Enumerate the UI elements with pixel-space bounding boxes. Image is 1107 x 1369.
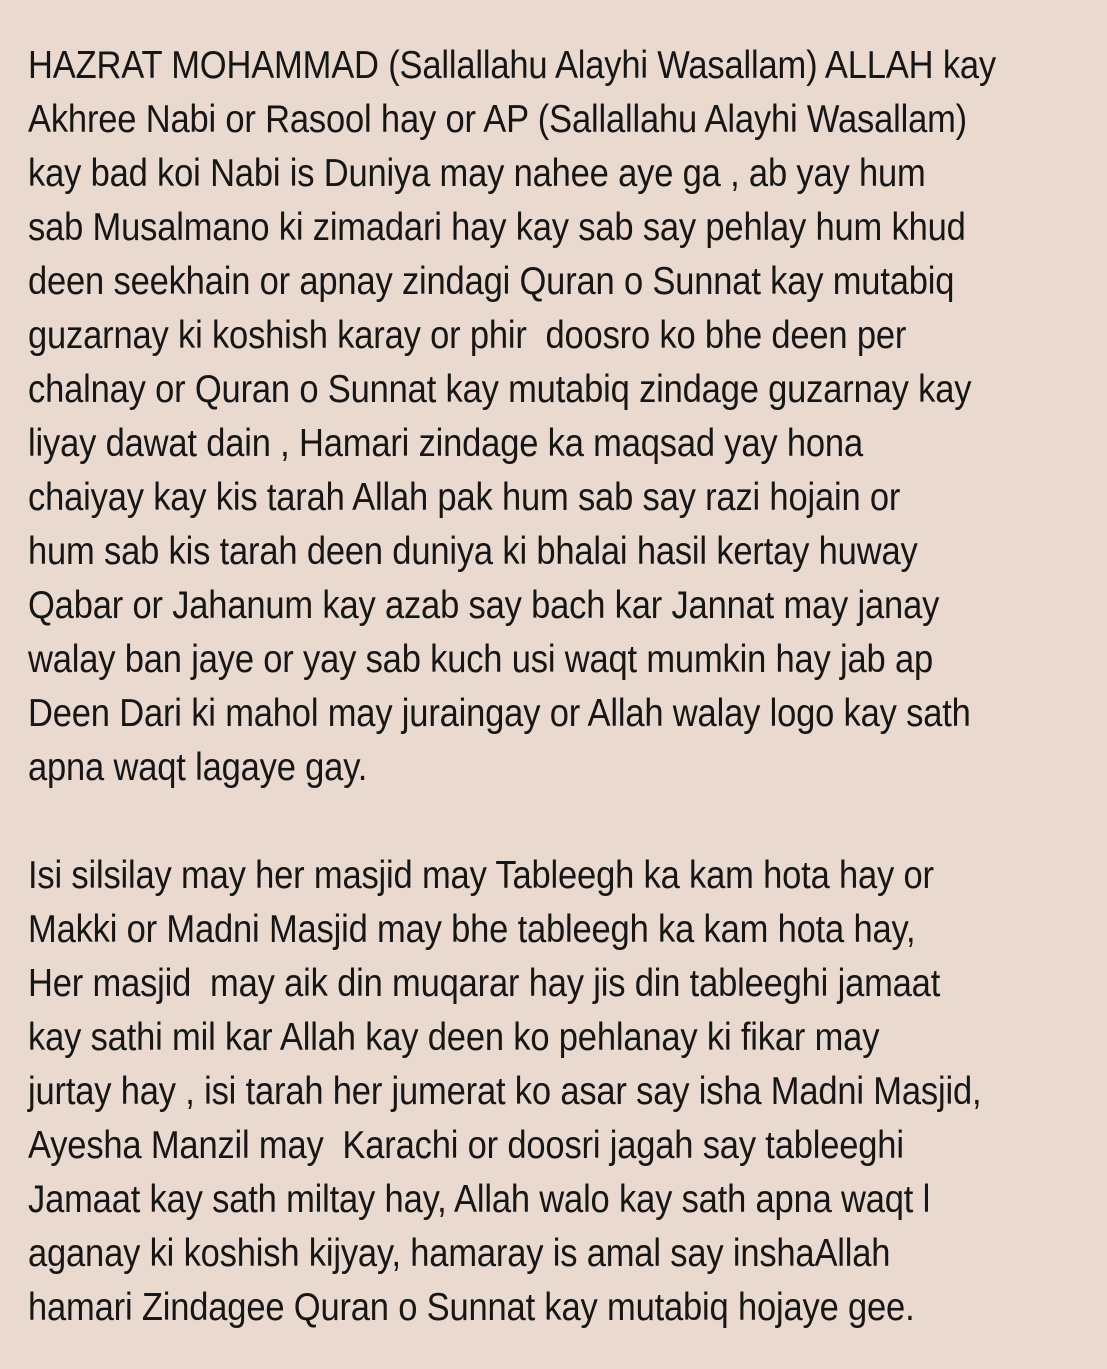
document-body [28, 39, 997, 1335]
text-line: aganay ki koshish kijyay, hamaray is amal say inshaAllah [28, 1232, 891, 1275]
text-line: sab Musalmano ki zimadari hay kay sab say pehlay hum khud [28, 206, 966, 249]
paragraph-1 [28, 39, 997, 795]
text-line: jurtay hay , isi tarah her jumerat ko asar say isha Madni Masjid, [28, 1070, 982, 1113]
text-line: apna waqt lagaye gay. [28, 746, 368, 789]
text-line: guzarnay ki koshish karay or phir doosro ko bhe deen per [28, 314, 907, 357]
text-line: liyay dawat dain , Hamari zindage ka maqsad yay hona [28, 422, 863, 465]
text-line: kay bad koi Nabi is Duniya may nahee aye ga , ab yay hum [28, 152, 926, 195]
text-line: Deen Dari ki mahol may juraingay or Allah walay logo kay sath [28, 692, 971, 735]
text-line: Ayesha Manzil may Karachi or doosri jagah say tableeghi [28, 1124, 904, 1167]
text-line: deen seekhain or apnay zindagi Quran o Sunnat kay mutabiq [28, 260, 955, 303]
text-line: kay sathi mil kar Allah kay deen ko pehlanay ki fikar may [28, 1016, 880, 1059]
text-line: Qabar or Jahanum kay azab say bach kar Jannat may janay [28, 584, 940, 627]
text-line: Jamaat kay sath miltay hay, Allah walo kay sath apna waqt l [28, 1178, 931, 1221]
text-line: Akhree Nabi or Rasool hay or AP (Sallallahu Alayhi Wasallam) [28, 98, 967, 141]
text-line: Isi silsilay may her masjid may Tableegh ka kam hota hay or [28, 854, 934, 897]
text-line: hamari Zindagee Quran o Sunnat kay mutabiq hojaye gee. [28, 1286, 915, 1329]
text-line: walay ban jaye or yay sab kuch usi waqt mumkin hay jab ap [28, 638, 934, 681]
text-line: Her masjid may aik din muqarar hay jis din tableeghi jamaat [28, 962, 941, 1005]
paragraph-2 [28, 849, 982, 1335]
text-line: chalnay or Quran o Sunnat kay mutabiq zindage guzarnay kay [28, 368, 972, 411]
text-line: Makki or Madni Masjid may bhe tableegh ka kam hota hay, [28, 908, 916, 951]
text-line: hum sab kis tarah deen duniya ki bhalai hasil kertay huway [28, 530, 918, 573]
text-line: HAZRAT MOHAMMAD (Sallallahu Alayhi Wasallam) ALLAH kay [28, 44, 997, 87]
text-line: chaiyay kay kis tarah Allah pak hum sab say razi hojain or [28, 476, 901, 519]
